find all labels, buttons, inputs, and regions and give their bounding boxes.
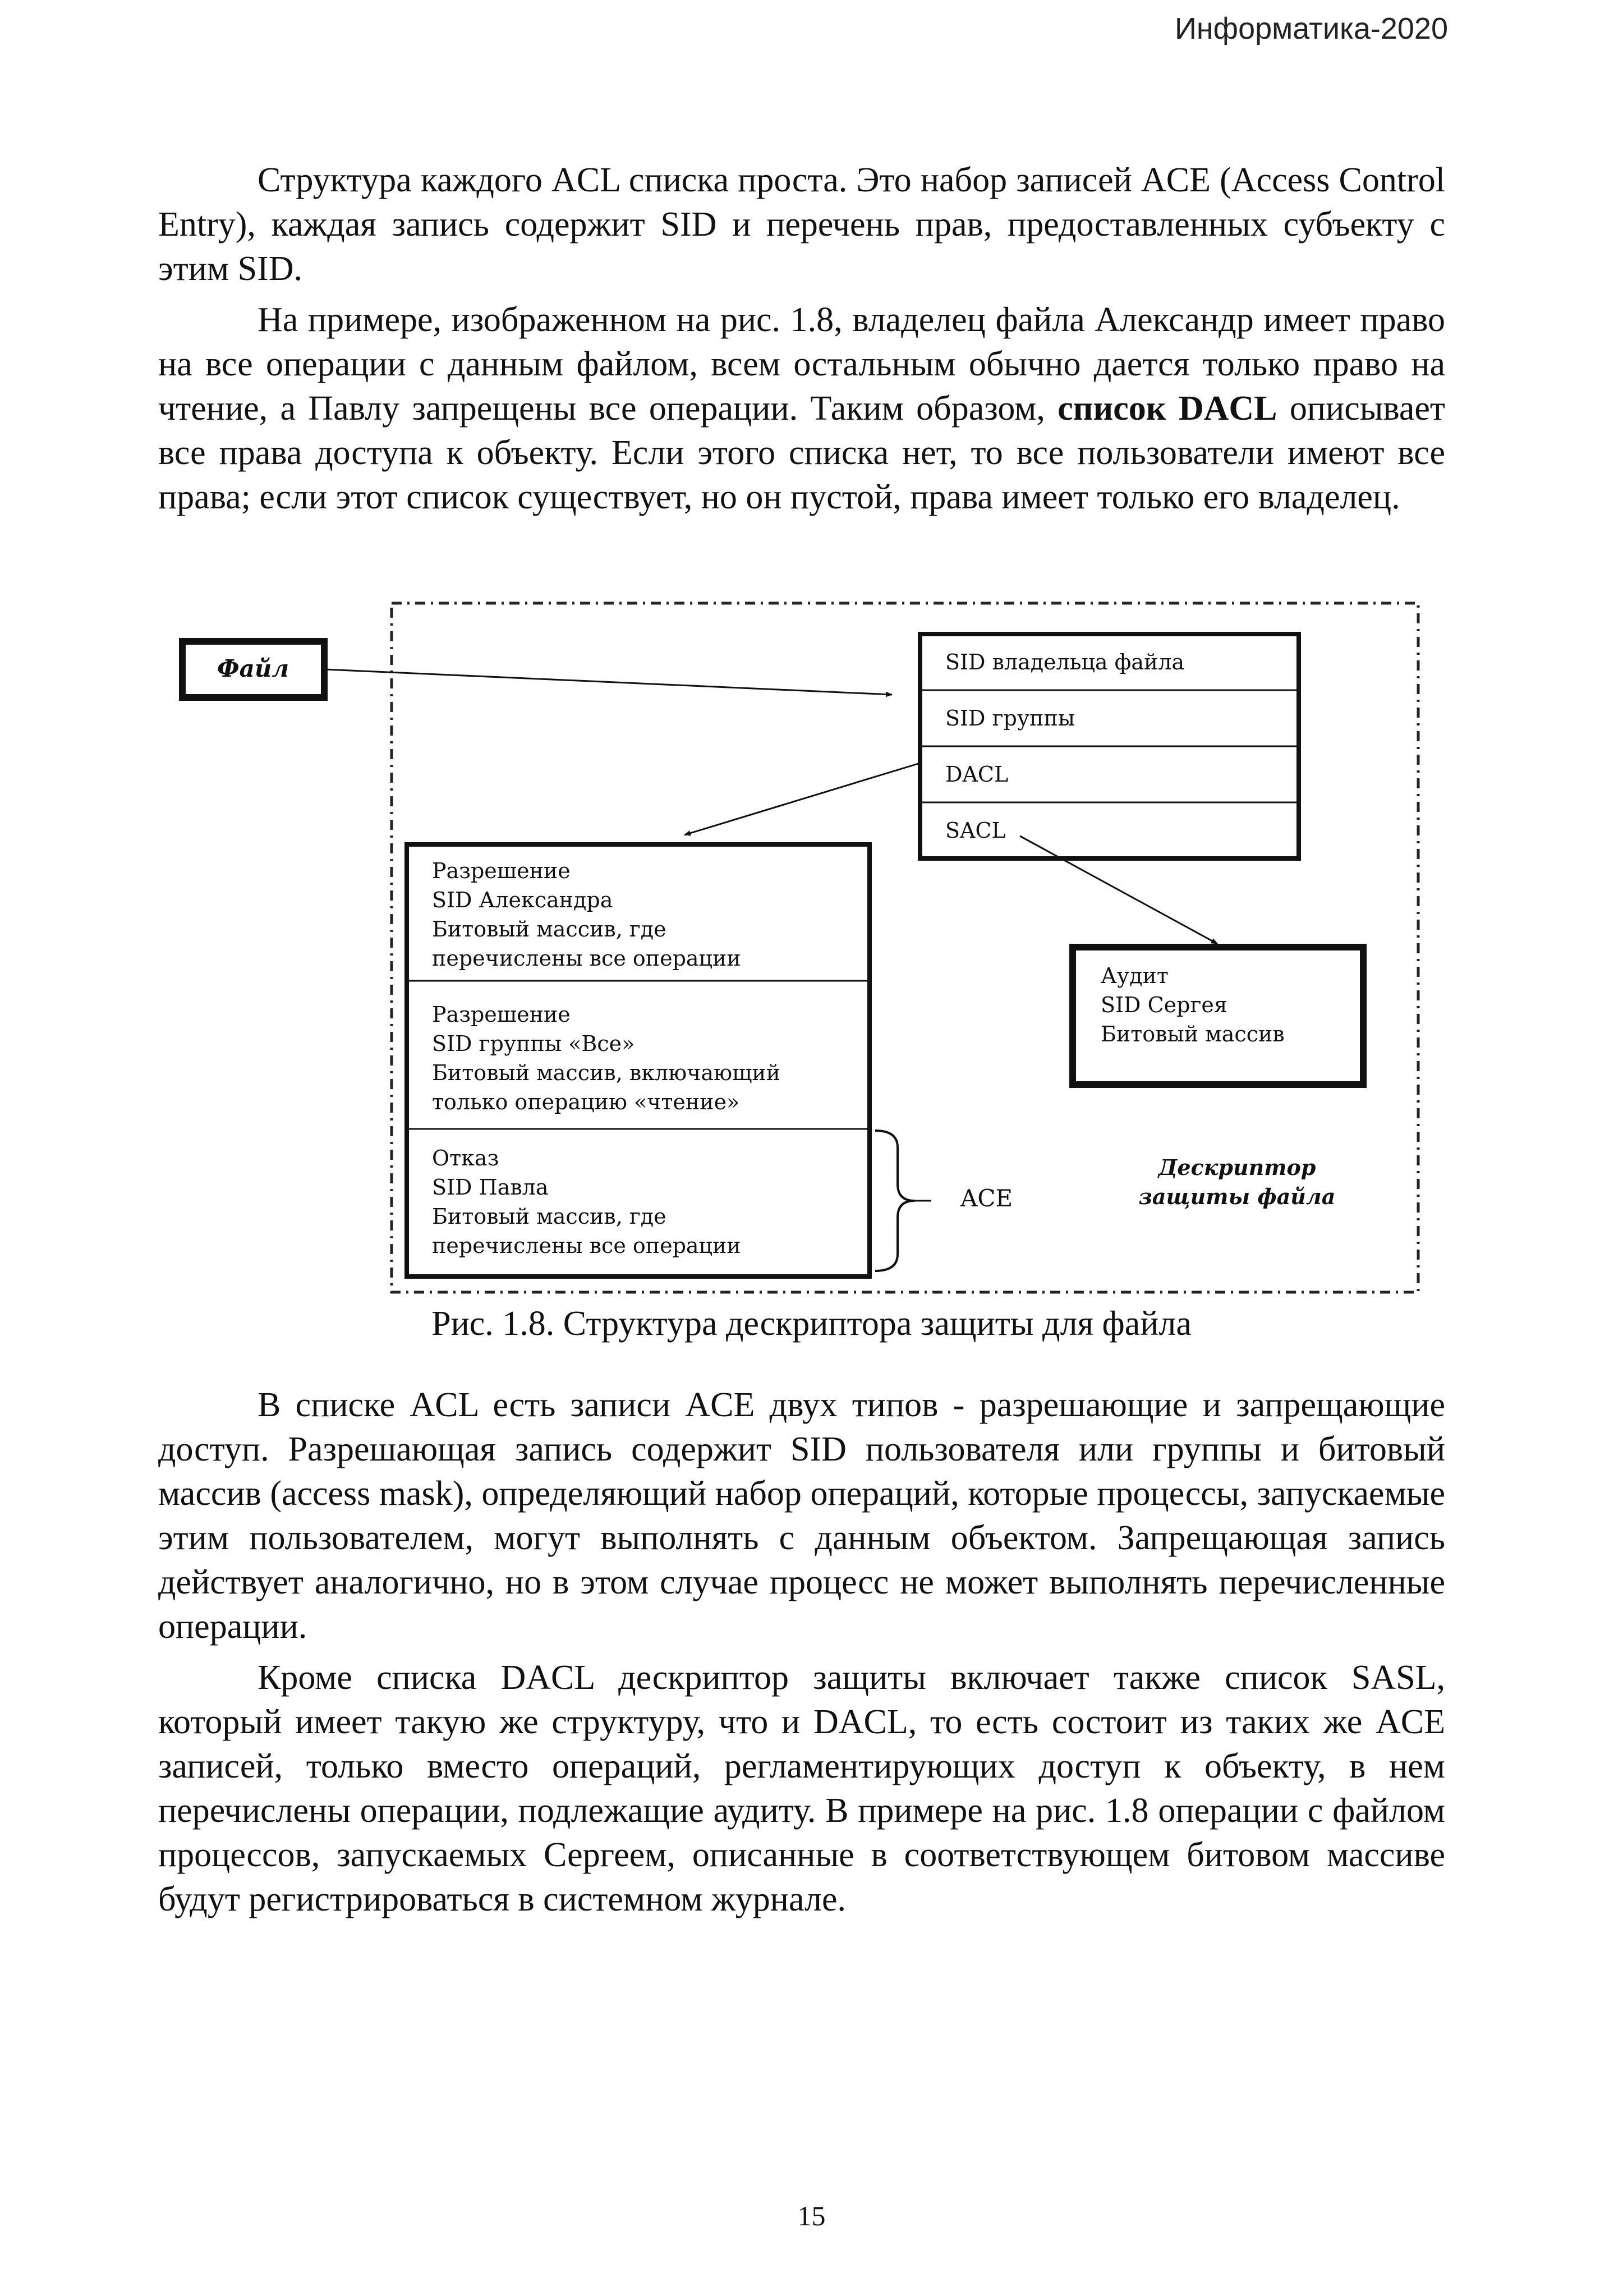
ace-entry-2-line: Битовый массив, включающий <box>432 1060 781 1085</box>
descriptor-caption-line: Дескриптор <box>1158 1155 1316 1180</box>
descriptor-row-owner-sid: SID владельца файла <box>945 650 1185 674</box>
file-label: Файл <box>217 655 289 682</box>
arrow-sacl-to-audit <box>1020 836 1217 944</box>
paragraph-acl-structure: Структура каждого ACL списка проста. Это набор записей ACE (Access Control Entry), каждая запись содержит SID и перечень прав, предоставленных субъекту с этим SID. <box>158 161 1445 288</box>
page-number: 15 <box>797 2200 826 2231</box>
descriptor-row-sacl: SACL <box>945 818 1006 843</box>
descriptor-row-group-sid: SID группы <box>945 706 1075 731</box>
audit-line: Аудит <box>1101 963 1169 988</box>
ace-entry-2-line: Разрешение <box>432 1002 571 1027</box>
ace-entry-3-line: SID Павла <box>432 1175 549 1200</box>
text-block-bottom <box>158 1383 1445 1922</box>
ace-entry-3-line: перечислены все операции <box>432 1233 741 1258</box>
ace-entry-2-line: только операцию «чтение» <box>432 1090 740 1114</box>
ace-entry-3-line: Отказ <box>432 1146 499 1170</box>
paragraph-example-part-2: описывает все права доступа к объекту. Если этого списка нет, то все пользователи имеют все права; если этот список существует, но он пустой, права имеет только его владелец. <box>158 389 1445 516</box>
ace-entry-1-line: перечислены все операции <box>432 946 741 971</box>
ace-entry-1-line: Разрешение <box>432 858 571 883</box>
ace-brace <box>875 1131 914 1271</box>
descriptor-row-dacl: DACL <box>945 762 1009 787</box>
arrow-file-to-descriptor <box>325 669 892 695</box>
ace-entry-2-line: SID группы «Все» <box>432 1031 635 1056</box>
ace-entry-1-line: SID Александра <box>432 888 613 912</box>
paragraph-example-bold: список DACL <box>1058 389 1277 428</box>
descriptor-caption-line: защиты файла <box>1138 1184 1336 1209</box>
paragraph-sacl: Кроме списка DACL дескриптор защиты включает также список SASL, который имеет такую же структуру, что и DACL, то есть состоит из таких же ACE записей, только вместо операций, регламентирующих доступ к объекту, в нем перечислены операции, подлежащие аудиту. В примере на рис. 1.8 операции с файлом процессов, запускаемых Сергеем, описанные в соответствующем битовом массиве будут регистрироваться в системном журнале. <box>158 1659 1445 1918</box>
ace-entry-3-line: Битовый массив, где <box>432 1204 666 1229</box>
audit-line: Битовый массив <box>1101 1022 1285 1046</box>
paragraph-example-part-1: На примере, изображенном на рис. 1.8, владелец файла Александр имеет право на все операции с данным файлом, всем остальным обычно дается только право на чтение, а Павлу запрещены все операции. Таким образом, <box>158 301 1445 428</box>
audit-line: SID Сергея <box>1101 993 1227 1017</box>
running-header: Информатика-2020 <box>1175 12 1448 45</box>
arrow-dacl-to-ace-list <box>684 763 920 835</box>
paragraph-ace-types: В списке ACL есть записи ACE двух типов - разрешающие и запрещающие доступ. Разрешающая запись содержит SID пользователя или группы и битовый массив (access mask), определяющий набор операций, которые процессы, запускаемые этим пользователем, могут выполнять с данным объектом. Запрещающая запись действует аналогично, но в этом случае процесс не может выполнять перечисленные операции. <box>158 1386 1445 1646</box>
ace-label: ACE <box>960 1184 1013 1212</box>
ace-entry-1-line: Битовый массив, где <box>432 917 666 942</box>
figure-caption: Рис. 1.8. Структура дескриптора защиты для файла <box>431 1305 1192 1343</box>
